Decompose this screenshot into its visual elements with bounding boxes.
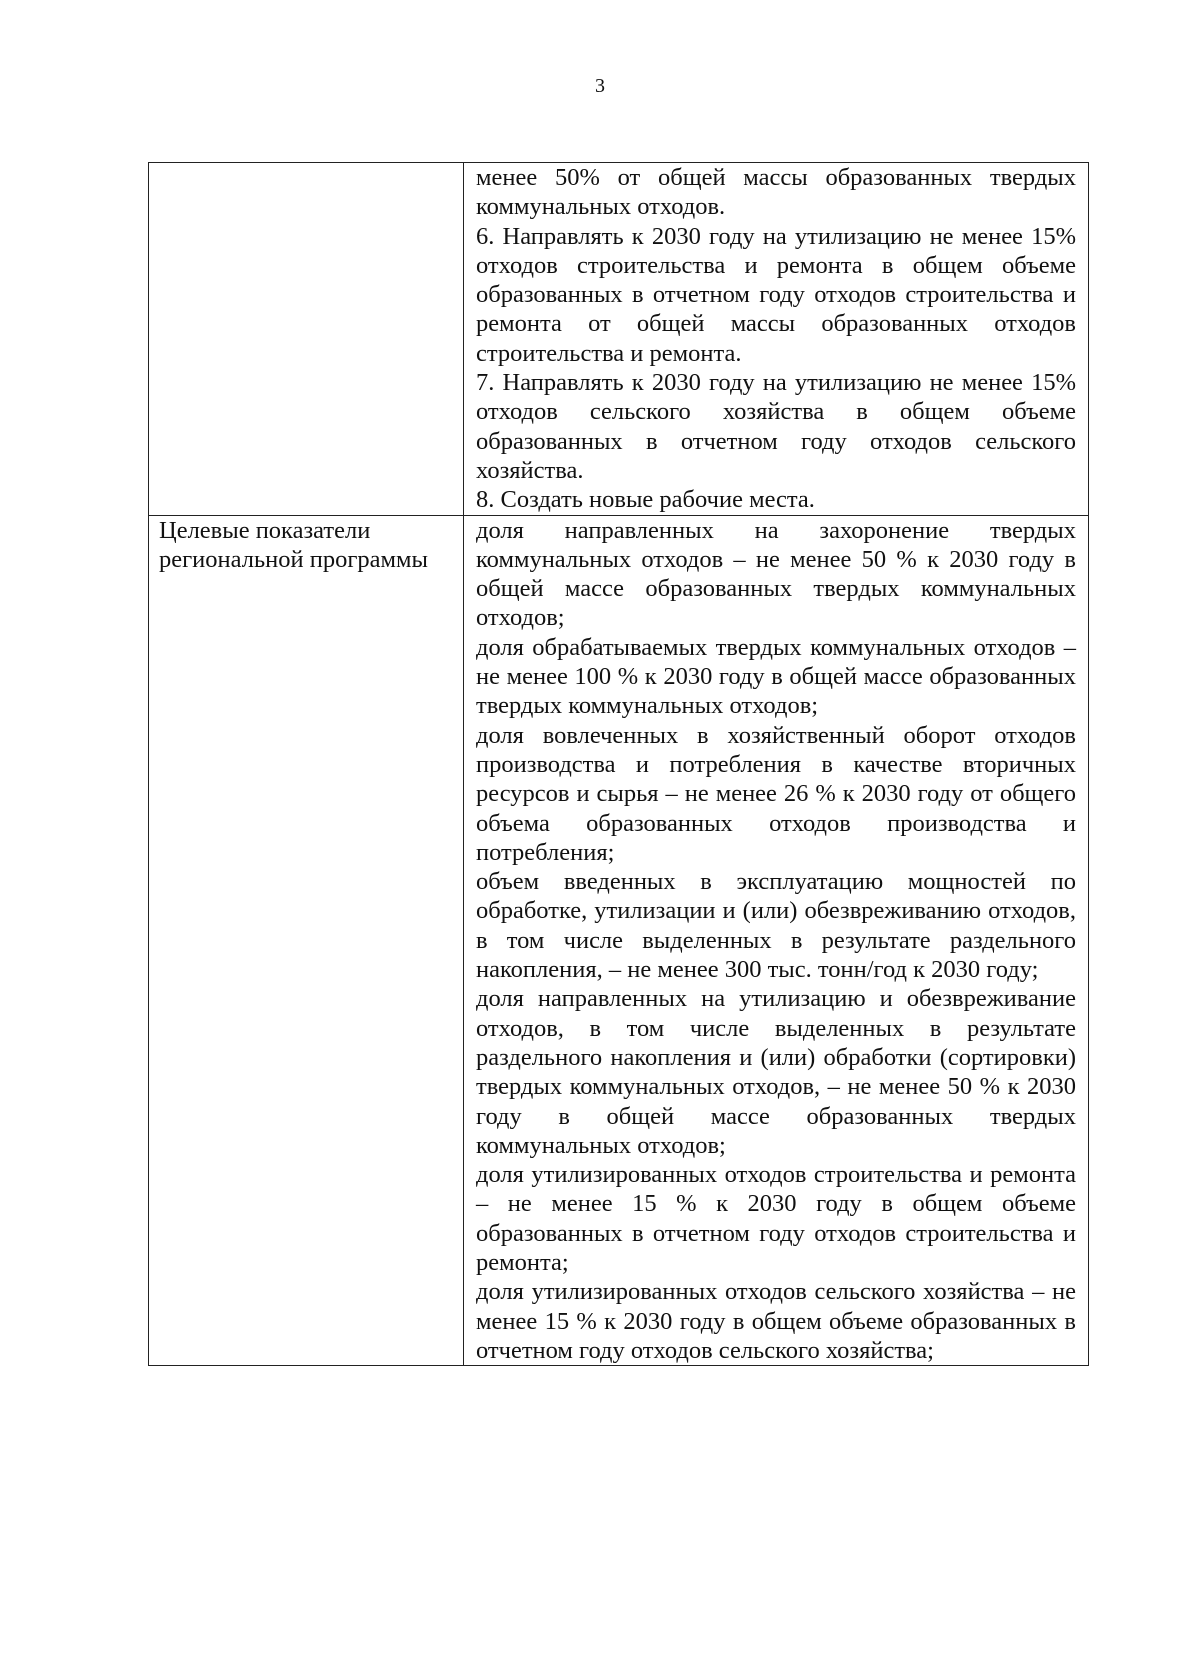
paragraph: доля утилизированных отходов строительства и ремонта – не менее 15 % к 2030 году в общем объеме образованных в отчетном году отходов строительства и ремонта; [476,1161,1076,1276]
paragraph: объем введенных в эксплуатацию мощностей по обработке, утилизации и (или) обезвреживанию отходов, в том числе выделенных в результате раздельного накопления, – не менее 300 тыс. тонн/год к 2030 году; [476,868,1076,984]
paragraph: 8. Создать новые рабочие места. [476,486,815,514]
paragraph: 6. Направлять к 2030 году на утилизацию не менее 15% отходов строительства и ремонта в общем объеме образованных в отчетном году отходов строительства и ремонта от общей массы образованных отходов строительства и ремонта. [476,222,1076,367]
table-row [149,515,1089,1366]
paragraph: 7. Направлять к 2030 году на утилизацию не менее 15% отходов сельского хозяйства в общем объеме образованных в отчетном году отходов сельского хозяйства. [476,369,1076,484]
row-content-cell [464,163,1089,516]
program-passport-table [148,162,1089,1366]
paragraph: доля обрабатываемых твердых коммунальных отходов – не менее 100 % к 2030 году в общей массе образованных твердых коммунальных отходов; [476,633,1076,720]
paragraph: менее 50% от общей массы образованных твердых коммунальных отходов. [476,164,1076,221]
row-label-line: региональной программы [159,545,428,573]
row-label-cell [149,163,464,516]
table-row [149,163,1089,516]
row-label-cell [149,515,464,1366]
row-content-cell [464,515,1089,1366]
paragraph: доля направленных на утилизацию и обезвреживание отходов, в том числе выделенных в результате раздельного накопления и (или) обработки (сортировки) твердых коммунальных отходов, – не менее 50 % к 2030 году в общей массе образованных твердых коммунальных отходов; [476,985,1076,1159]
row-label-line: Целевые показатели [159,516,371,544]
paragraph: доля вовлеченных в хозяйственный оборот отходов производства и потребления в качестве вторичных ресурсов и сырья – не менее 26 % к 2030 году от общего объема образованных отходов производства и потребления; [476,721,1076,866]
paragraph: доля направленных на захоронение твердых коммунальных отходов – не менее 50 % к 2030 году в общей массе образованных твердых коммунальных отходов; [476,516,1076,632]
page-number: 3 [595,75,605,97]
paragraph: доля утилизированных отходов сельского хозяйства – не менее 15 % к 2030 году в общем объеме образованных в отчетном году отходов сельского хозяйства; [476,1278,1076,1364]
